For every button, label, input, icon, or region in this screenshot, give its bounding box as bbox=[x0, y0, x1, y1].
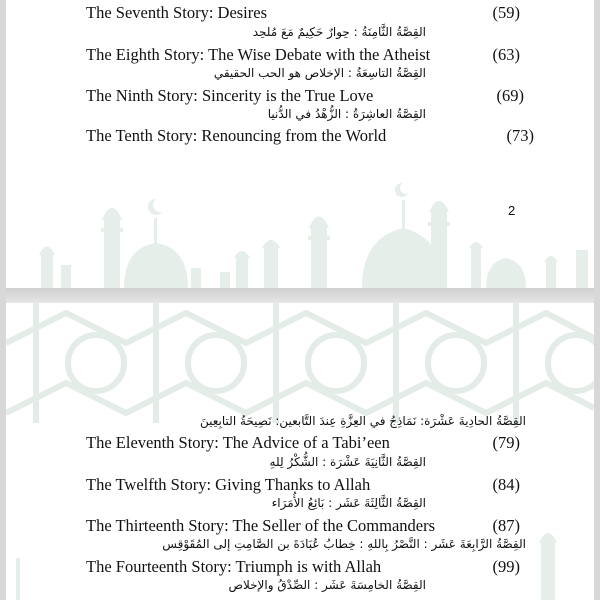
toc-entry-page: (73) bbox=[506, 126, 534, 145]
toc-entry-title: The Fourteenth Story: Triumph is with Allah bbox=[86, 557, 382, 576]
toc-entry-page: (87) bbox=[492, 516, 520, 535]
toc-entry-arabic: القِصَّةُ الثَّالِثَةَ عَشَر : بَائِعُ الأُمَرَاء bbox=[271, 496, 426, 510]
toc-entry-eleventh bbox=[86, 433, 526, 453]
toc-entry-fourteenth bbox=[86, 557, 526, 577]
toc-entry-title: The Ninth Story: Sincerity is the True Love bbox=[86, 86, 374, 105]
toc-entry-page: (59) bbox=[492, 3, 520, 22]
toc-entry-page: (69) bbox=[496, 86, 524, 105]
toc-entry-arabic: القِصَّةُ العاشِرَةُ : الزُّهْدُ في الدُّنيا bbox=[267, 107, 426, 121]
toc-entry-title: The Twelfth Story: Giving Thanks to Allah bbox=[86, 475, 371, 494]
toc-entry-arabic: القِصَّةُ الخامِسَةَ عَشَر : الصِّدْقُ والإخلاص bbox=[228, 578, 426, 592]
toc-entry-title: The Eleventh Story: The Advice of a Tabi’een bbox=[86, 433, 390, 452]
toc-entry-title: The Tenth Story: Renouncing from the World bbox=[86, 126, 387, 145]
page-separator bbox=[6, 288, 594, 303]
top-page bbox=[6, 0, 594, 288]
toc-entry-page: (84) bbox=[492, 475, 520, 494]
bottom-page bbox=[6, 303, 594, 600]
toc-entry-twelfth bbox=[86, 475, 526, 495]
toc-entry-title: The Eighth Story: The Wise Debate with the Atheist bbox=[86, 45, 431, 64]
toc-entry-arabic: القِصَّةُ الثَّانِيَةَ عَشْرَة : الشُّكْرُ لِلهِ bbox=[269, 455, 426, 469]
toc-entry-seventh bbox=[86, 3, 526, 23]
toc-entry-ninth bbox=[86, 86, 526, 106]
toc-entry-eighth bbox=[86, 45, 526, 65]
toc-entry-thirteenth bbox=[86, 516, 526, 536]
section-heading-arabic: القِصَّةُ الحادِيةَ عَشْرَة: نَمَاذِجُ في العِزَّةِ عِندَ التَّابعين: نَصِيحَةُ التابِعِينَ bbox=[200, 414, 526, 428]
toc-entry-page: (99) bbox=[492, 557, 520, 576]
toc-entry-arabic: القِصَّةُ التاسِعَةُ : الإخلاص هو الحب الحقيقي bbox=[213, 66, 426, 80]
toc-entry-arabic: القِصَّةُ الثَّامِنَةُ : حِوارٌ حَكِيمٌ مَعَ مُلحِد bbox=[252, 25, 426, 39]
toc-entry-page: (79) bbox=[492, 433, 520, 452]
toc-entry-arabic: القِصَّةُ الرَّابِعَةَ عَشَر : النَّصْرُ بِاللهِ : خِطابُ عُبَادَةَ بن الصَّامِتِ إلى المُقَوْقِس bbox=[162, 537, 526, 551]
toc-entry-tenth bbox=[86, 126, 534, 146]
toc-entry-title: The Seventh Story: Desires bbox=[86, 3, 268, 22]
toc-entry-page: (63) bbox=[492, 45, 520, 64]
toc-entry-title: The Thirteenth Story: The Seller of the Commanders bbox=[86, 516, 436, 535]
page-number: 2 bbox=[508, 203, 516, 218]
